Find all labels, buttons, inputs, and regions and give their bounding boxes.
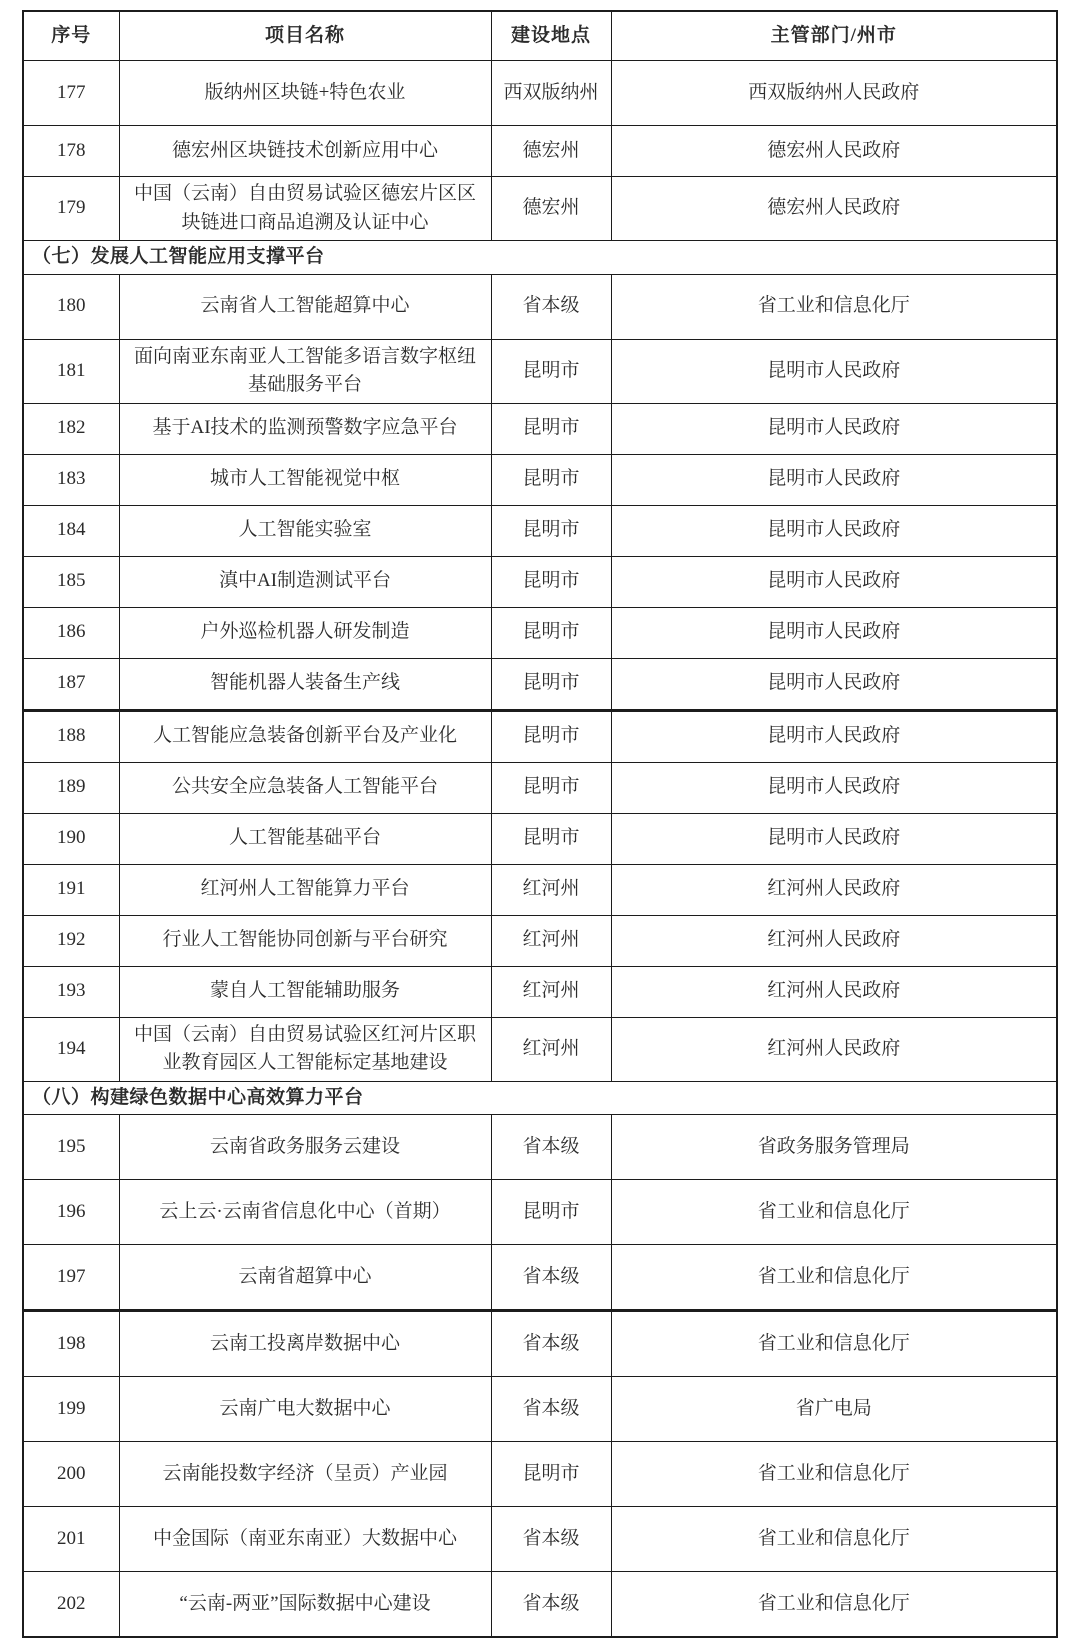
table-row xyxy=(23,658,1057,710)
row-number-cell: 192 xyxy=(23,915,119,966)
department-cell: 省工业和信息化厅 xyxy=(611,1245,1057,1311)
location-cell: 昆明市 xyxy=(491,403,611,454)
location-cell: 昆明市 xyxy=(491,505,611,556)
project-name-cell: 面向南亚东南亚人工智能多语言数字枢纽基础服务平台 xyxy=(119,339,491,403)
project-name-cell: 云南省人工智能超算中心 xyxy=(119,274,491,339)
table-row xyxy=(23,1245,1057,1311)
location-cell: 昆明市 xyxy=(491,813,611,864)
table-row xyxy=(23,762,1057,813)
location-cell: 红河州 xyxy=(491,864,611,915)
project-name-cell: 智能机器人装备生产线 xyxy=(119,658,491,710)
table-row xyxy=(23,505,1057,556)
row-number-cell: 199 xyxy=(23,1377,119,1442)
location-cell: 德宏州 xyxy=(491,177,611,241)
department-cell: 省政务服务管理局 xyxy=(611,1115,1057,1180)
project-name-cell: 城市人工智能视觉中枢 xyxy=(119,454,491,505)
location-cell: 昆明市 xyxy=(491,1180,611,1245)
table-row xyxy=(23,126,1057,177)
row-number-cell: 187 xyxy=(23,658,119,710)
location-cell: 昆明市 xyxy=(491,658,611,710)
location-cell: 昆明市 xyxy=(491,762,611,813)
project-name-cell: 云上云·云南省信息化中心（首期） xyxy=(119,1180,491,1245)
project-name-cell: 人工智能基础平台 xyxy=(119,813,491,864)
table-row xyxy=(23,403,1057,454)
project-name-cell: 版纳州区块链+特色农业 xyxy=(119,61,491,126)
table-row xyxy=(23,454,1057,505)
department-cell: 红河州人民政府 xyxy=(611,864,1057,915)
table-row xyxy=(23,1180,1057,1245)
row-number-cell: 182 xyxy=(23,403,119,454)
table-row xyxy=(23,1377,1057,1442)
location-cell: 红河州 xyxy=(491,966,611,1017)
project-name-cell: 云南广电大数据中心 xyxy=(119,1377,491,1442)
project-name-cell: 户外巡检机器人研发制造 xyxy=(119,607,491,658)
location-cell: 昆明市 xyxy=(491,710,611,762)
location-cell: 省本级 xyxy=(491,1245,611,1311)
department-cell: 省工业和信息化厅 xyxy=(611,1311,1057,1377)
location-cell: 省本级 xyxy=(491,1507,611,1572)
project-name-cell: 滇中AI制造测试平台 xyxy=(119,556,491,607)
project-name-cell: 德宏州区块链技术创新应用中心 xyxy=(119,126,491,177)
table-row xyxy=(23,1507,1057,1572)
project-name-cell: “云南-两亚”国际数据中心建设 xyxy=(119,1572,491,1638)
location-cell: 省本级 xyxy=(491,274,611,339)
project-name-cell: 云南工投离岸数据中心 xyxy=(119,1311,491,1377)
department-cell: 省工业和信息化厅 xyxy=(611,1507,1057,1572)
location-cell: 省本级 xyxy=(491,1311,611,1377)
department-cell: 昆明市人民政府 xyxy=(611,710,1057,762)
row-number-cell: 178 xyxy=(23,126,119,177)
row-number-cell: 181 xyxy=(23,339,119,403)
row-number-cell: 180 xyxy=(23,274,119,339)
row-number-cell: 197 xyxy=(23,1245,119,1311)
project-name-cell: 基于AI技术的监测预警数字应急平台 xyxy=(119,403,491,454)
project-name-cell: 蒙自人工智能辅助服务 xyxy=(119,966,491,1017)
table-row xyxy=(23,1442,1057,1507)
location-cell: 红河州 xyxy=(491,1017,611,1081)
row-number-cell: 195 xyxy=(23,1115,119,1180)
row-number-cell: 179 xyxy=(23,177,119,241)
table-row xyxy=(23,1115,1057,1180)
row-number-cell: 200 xyxy=(23,1442,119,1507)
table-row xyxy=(23,61,1057,126)
section-header-row xyxy=(23,1081,1057,1115)
location-cell: 省本级 xyxy=(491,1377,611,1442)
row-number-cell: 202 xyxy=(23,1572,119,1638)
department-cell: 昆明市人民政府 xyxy=(611,658,1057,710)
row-number-cell: 196 xyxy=(23,1180,119,1245)
table-row xyxy=(23,1572,1057,1638)
project-name-cell: 行业人工智能协同创新与平台研究 xyxy=(119,915,491,966)
row-number-cell: 186 xyxy=(23,607,119,658)
project-table xyxy=(22,10,1058,1638)
row-number-cell: 188 xyxy=(23,710,119,762)
table-row xyxy=(23,177,1057,241)
department-cell: 德宏州人民政府 xyxy=(611,177,1057,241)
department-cell: 昆明市人民政府 xyxy=(611,339,1057,403)
table-row xyxy=(23,607,1057,658)
project-name-cell: 中国（云南）自由贸易试验区德宏片区区块链进口商品追溯及认证中心 xyxy=(119,177,491,241)
location-cell: 昆明市 xyxy=(491,607,611,658)
table-row xyxy=(23,710,1057,762)
department-cell: 省工业和信息化厅 xyxy=(611,1572,1057,1638)
column-header-no: 序号 xyxy=(23,11,119,61)
department-cell: 西双版纳州人民政府 xyxy=(611,61,1057,126)
column-header-dept: 主管部门/州市 xyxy=(611,11,1057,61)
table-row xyxy=(23,339,1057,403)
table-row xyxy=(23,1017,1057,1081)
section-header-label: （八）构建绿色数据中心高效算力平台 xyxy=(23,1081,1057,1115)
department-cell: 红河州人民政府 xyxy=(611,1017,1057,1081)
project-name-cell: 云南省政务服务云建设 xyxy=(119,1115,491,1180)
table-row xyxy=(23,1311,1057,1377)
department-cell: 昆明市人民政府 xyxy=(611,556,1057,607)
location-cell: 西双版纳州 xyxy=(491,61,611,126)
department-cell: 省广电局 xyxy=(611,1377,1057,1442)
section-header-row xyxy=(23,241,1057,275)
location-cell: 德宏州 xyxy=(491,126,611,177)
row-number-cell: 191 xyxy=(23,864,119,915)
row-number-cell: 177 xyxy=(23,61,119,126)
project-name-cell: 人工智能应急装备创新平台及产业化 xyxy=(119,710,491,762)
section-header-label: （七）发展人工智能应用支撑平台 xyxy=(23,241,1057,275)
table-row xyxy=(23,864,1057,915)
location-cell: 省本级 xyxy=(491,1572,611,1638)
project-name-cell: 中国（云南）自由贸易试验区红河片区职业教育园区人工智能标定基地建设 xyxy=(119,1017,491,1081)
location-cell: 省本级 xyxy=(491,1115,611,1180)
department-cell: 省工业和信息化厅 xyxy=(611,1180,1057,1245)
project-name-cell: 红河州人工智能算力平台 xyxy=(119,864,491,915)
department-cell: 省工业和信息化厅 xyxy=(611,1442,1057,1507)
row-number-cell: 184 xyxy=(23,505,119,556)
department-cell: 昆明市人民政府 xyxy=(611,505,1057,556)
location-cell: 昆明市 xyxy=(491,454,611,505)
department-cell: 昆明市人民政府 xyxy=(611,813,1057,864)
department-cell: 昆明市人民政府 xyxy=(611,762,1057,813)
department-cell: 德宏州人民政府 xyxy=(611,126,1057,177)
row-number-cell: 198 xyxy=(23,1311,119,1377)
row-number-cell: 190 xyxy=(23,813,119,864)
location-cell: 昆明市 xyxy=(491,339,611,403)
location-cell: 红河州 xyxy=(491,915,611,966)
row-number-cell: 189 xyxy=(23,762,119,813)
department-cell: 红河州人民政府 xyxy=(611,915,1057,966)
row-number-cell: 185 xyxy=(23,556,119,607)
row-number-cell: 194 xyxy=(23,1017,119,1081)
column-header-name: 项目名称 xyxy=(119,11,491,61)
department-cell: 省工业和信息化厅 xyxy=(611,274,1057,339)
column-header-loc: 建设地点 xyxy=(491,11,611,61)
table-row xyxy=(23,274,1057,339)
project-name-cell: 中金国际（南亚东南亚）大数据中心 xyxy=(119,1507,491,1572)
project-name-cell: 公共安全应急装备人工智能平台 xyxy=(119,762,491,813)
row-number-cell: 193 xyxy=(23,966,119,1017)
table-row xyxy=(23,813,1057,864)
table-row xyxy=(23,915,1057,966)
department-cell: 昆明市人民政府 xyxy=(611,454,1057,505)
row-number-cell: 183 xyxy=(23,454,119,505)
table-row xyxy=(23,966,1057,1017)
project-name-cell: 云南能投数字经济（呈贡）产业园 xyxy=(119,1442,491,1507)
table-row xyxy=(23,556,1057,607)
table-header-row xyxy=(23,11,1057,61)
project-name-cell: 人工智能实验室 xyxy=(119,505,491,556)
department-cell: 昆明市人民政府 xyxy=(611,607,1057,658)
project-name-cell: 云南省超算中心 xyxy=(119,1245,491,1311)
department-cell: 昆明市人民政府 xyxy=(611,403,1057,454)
department-cell: 红河州人民政府 xyxy=(611,966,1057,1017)
row-number-cell: 201 xyxy=(23,1507,119,1572)
location-cell: 昆明市 xyxy=(491,1442,611,1507)
location-cell: 昆明市 xyxy=(491,556,611,607)
